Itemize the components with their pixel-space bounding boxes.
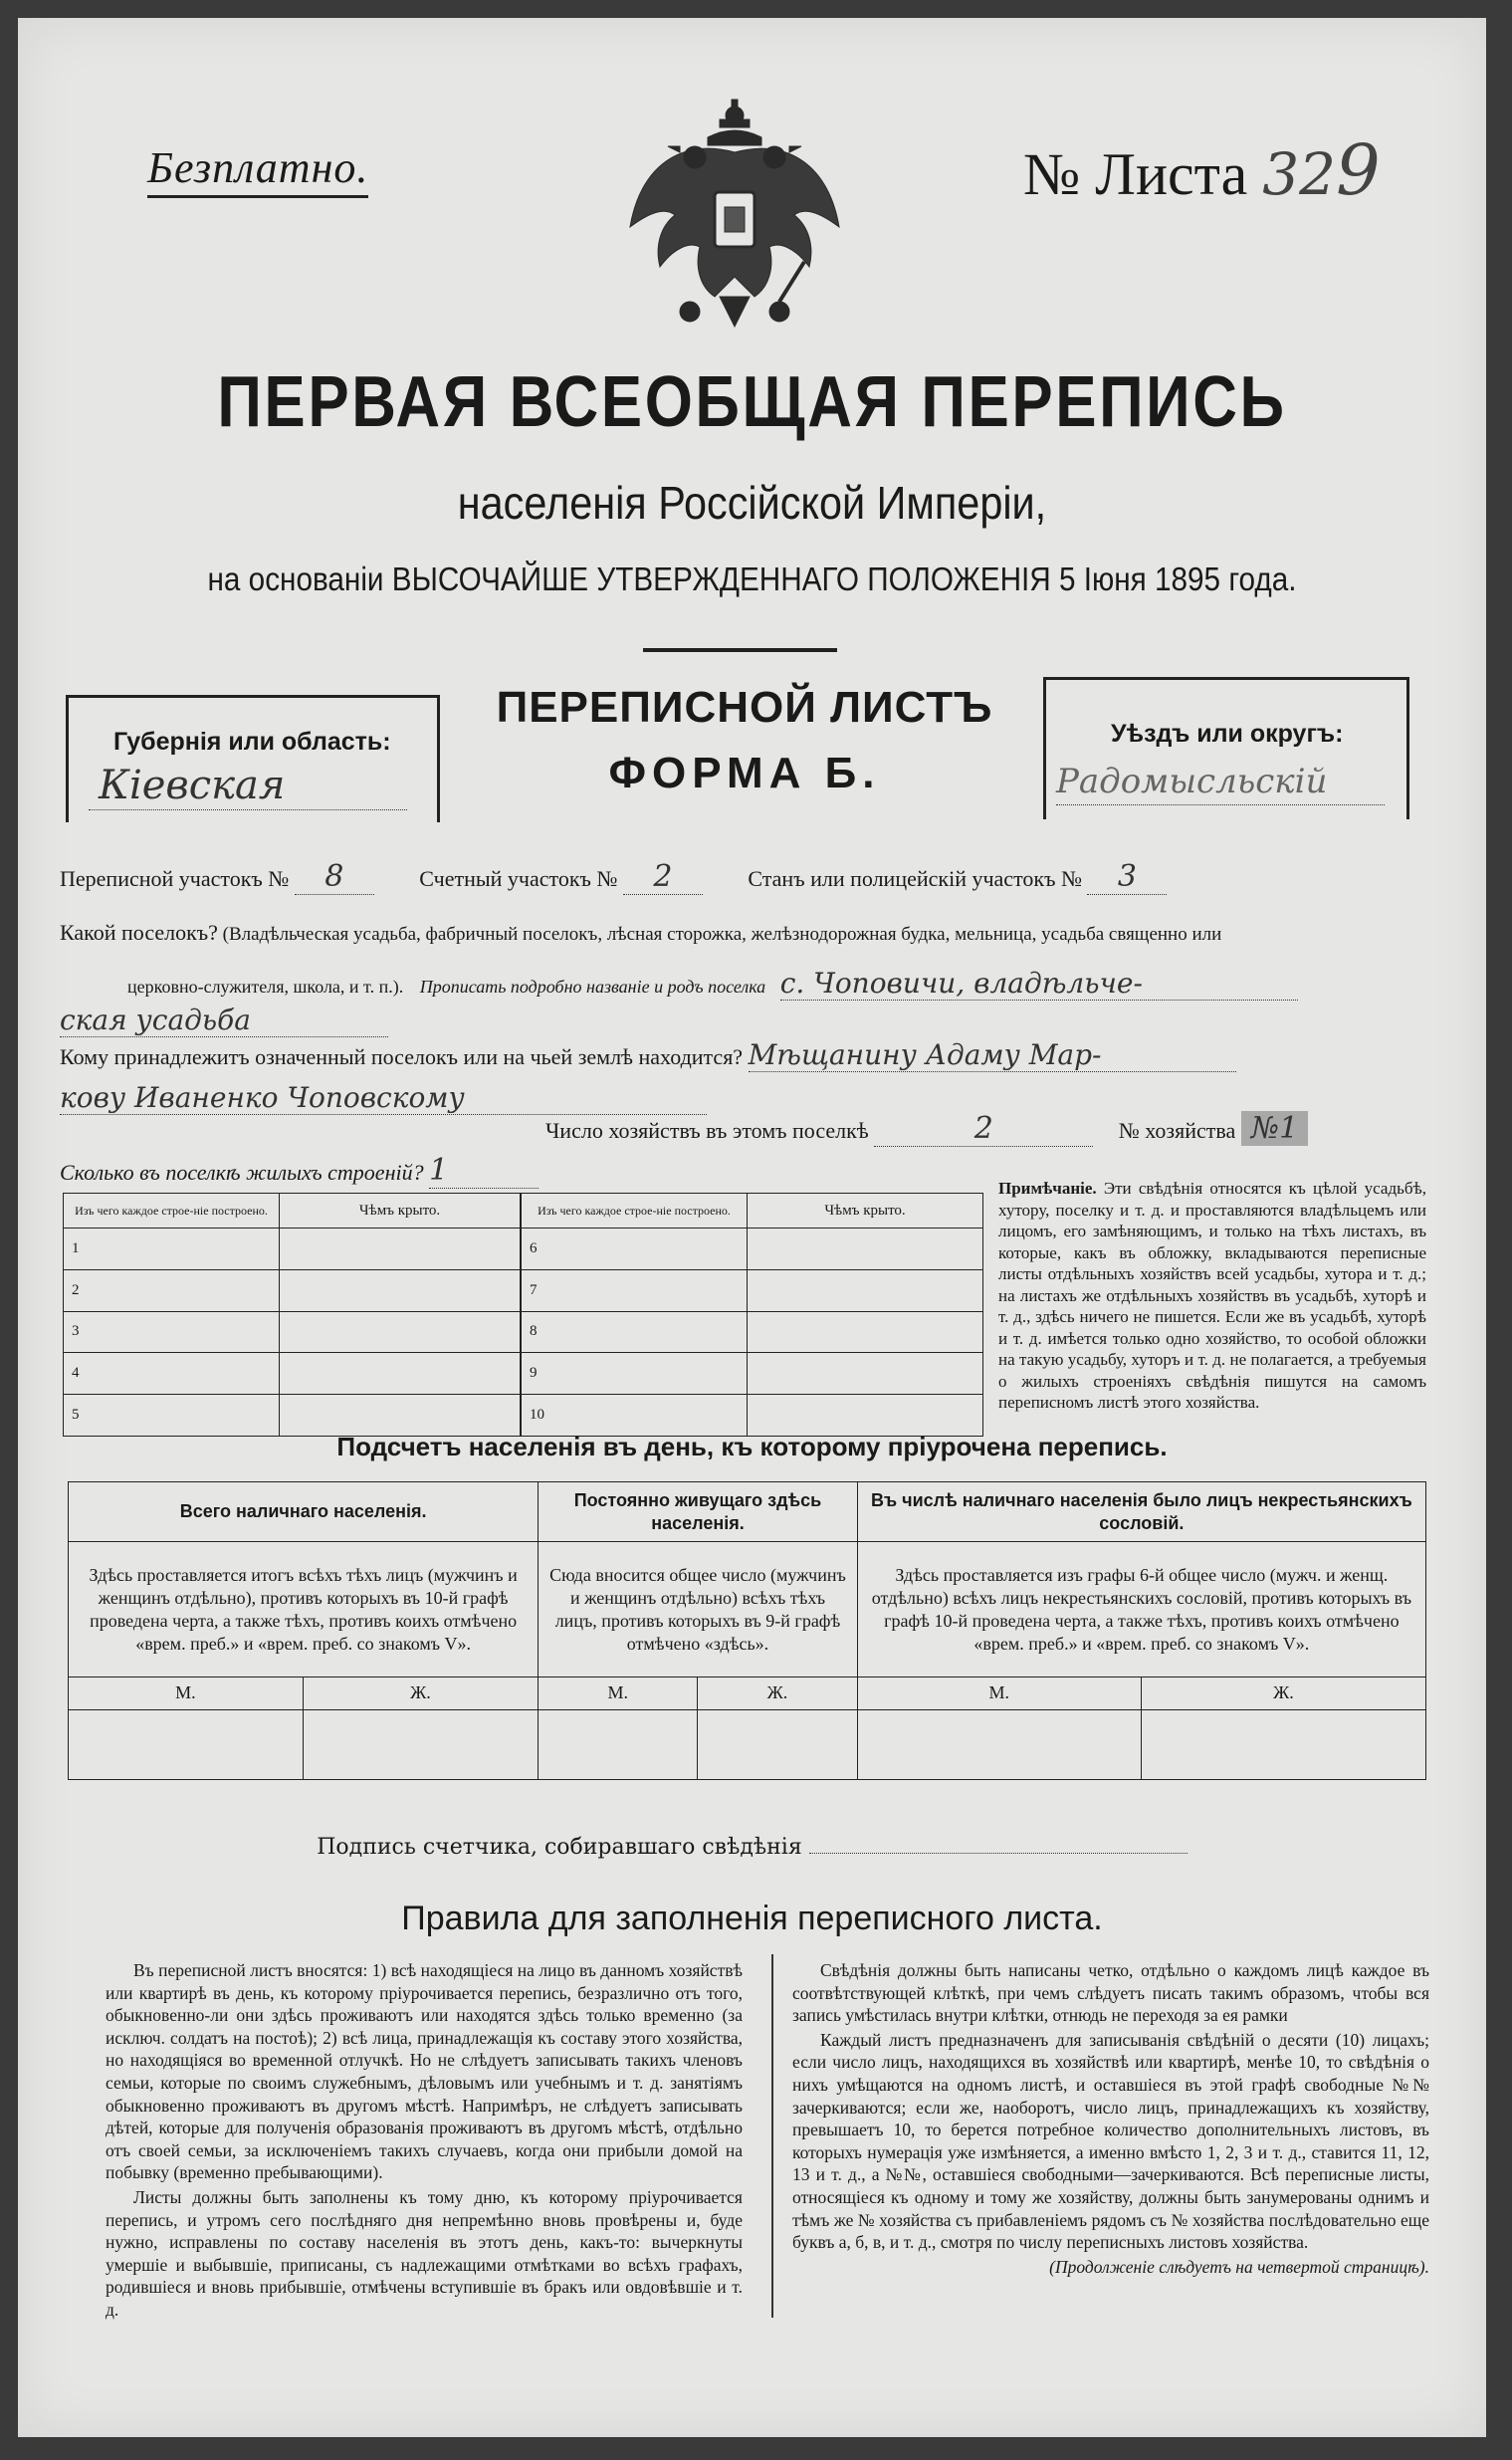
buildings-row — [60, 1153, 539, 1189]
rules-paragraph: Листы должны быть заполнены къ тому дню, къ которому пріурочивается перепись, и утромъ сего послѣдняго дня непремѣнно вновь провѣрены и, буде нужно, исправлены по составу населенія въ этотъ день, какъ-то: вычеркнуты умершіе и выбывшіе, приписаны, съ надлежащими отмѣтками во всѣхъ графахъ, родившіеся и вновь прибывшіе, отмѣчены вступившіе въ бракъ или овдовѣвшіе и т. д. — [106, 2186, 743, 2320]
guberniya-box — [66, 695, 440, 822]
population-col-permanent-head: Постоянно живущаго здѣсь населенія. — [539, 1482, 857, 1542]
buildings-col-roof: Чѣмъ крыто. — [748, 1194, 983, 1229]
population-cell — [1141, 1709, 1425, 1780]
buildings-value: 1 — [429, 1153, 539, 1189]
note-text: Эти свѣдѣнія относятся къ цѣлой усадьбѣ, хутору, поселку и т. д. и проставляются владѣльцемъ или лицомъ, его замѣняющимъ, и только на тѣхъ листахъ, въ которые, какъ въ обложку, вкладываются переписные листы отдѣльныхъ хозяйствъ всей усадьбы, хутора и т. д.; на листахъ же отдѣльныхъ хозяйствъ въ усадьбѣ, хуторѣ и т. д., здѣсь ничего не пишется. Если же въ усадьбѣ, хуторѣ и т. д. имѣется только одно хозяйство, то особой обложки на такую усадьбу, хуторъ и т. д. не полагается, а требуемыя о жилыхъ строеніяхъ свѣдѣнія пишутся на самомъ переписномъ листѣ этого хозяйства. — [998, 1179, 1426, 1412]
uezd-value: Радомысльскій — [1056, 762, 1328, 801]
population-m-label: М. — [539, 1677, 698, 1709]
households-label: Число хозяйствъ въ этомъ поселкѣ — [545, 1118, 869, 1143]
population-cell — [69, 1709, 304, 1780]
building-row-number: 9 — [522, 1353, 748, 1395]
population-table — [68, 1481, 1426, 1780]
rules-left-column — [106, 1959, 743, 2324]
sheet-label: № Листа — [1023, 141, 1248, 207]
owner-row2 — [60, 1081, 707, 1115]
note-lead: Примѣчаніе. — [998, 1179, 1097, 1198]
population-cell — [857, 1709, 1141, 1780]
guberniya-value: Кіевская — [99, 763, 286, 808]
owner-label: Кому принадлежитъ означенный поселокъ или на чьей землѣ находится? — [60, 1044, 744, 1069]
owner-value: Мѣщанину Адаму Мар- — [749, 1038, 1236, 1072]
uchastok-label: Переписной участокъ № — [60, 866, 290, 891]
sheet-number — [1023, 129, 1381, 211]
building-roof-cell — [280, 1229, 521, 1270]
building-roof-cell — [748, 1269, 983, 1311]
buildings-col-roof: Чѣмъ крыто. — [280, 1194, 521, 1229]
building-row-number: 8 — [522, 1311, 748, 1353]
households-value: 2 — [874, 1111, 1093, 1147]
population-cell — [698, 1709, 857, 1780]
population-cell — [539, 1709, 698, 1780]
rules-right-column — [792, 1959, 1429, 2280]
building-roof-cell — [280, 1311, 521, 1353]
poselok-value: с. Чоповичи, владѣльче- — [780, 967, 1298, 1001]
uchastok-value: 8 — [295, 859, 374, 895]
page-subtitle-basis: на основаніи ВЫСОЧАЙШЕ УТВЕРЖДЕННАГО ПОЛОЖЕНІЯ 5 Іюня 1895 года. — [207, 560, 1297, 597]
form-type: ФОРМА Б. — [608, 749, 881, 797]
stan-label: Станъ или полицейскій участокъ № — [748, 866, 1082, 891]
buildings-col-material: Изъ чего каждое строе-ніе построено. — [522, 1194, 748, 1229]
uezd-box — [1043, 677, 1409, 819]
guberniya-line — [89, 809, 407, 810]
population-cell — [303, 1709, 539, 1780]
building-roof-cell — [748, 1229, 983, 1270]
building-roof-cell — [280, 1395, 521, 1437]
page-subtitle: населенія Россійской Имперіи, — [457, 477, 1047, 529]
building-roof-cell — [280, 1269, 521, 1311]
double-headed-eagle-emblem — [620, 98, 849, 346]
poselok-label: Какой поселокъ? — [60, 920, 218, 945]
poselok-hint3: Прописать подробно названіе и родъ поселка — [419, 977, 766, 997]
population-title: Подсчетъ населенія въ день, къ которому пріурочена перепись. — [336, 1432, 1168, 1461]
rules-paragraph: Въ переписной листъ вносятся: 1) всѣ находящіеся на лицо въ данномъ хозяйствѣ или квартирѣ въ день, къ которому пріурочивается перепись, безразлично отъ того, обыкновенно-ли они здѣсь проживаютъ или находятся здѣсь только временно (за исключ. солдатъ на постоѣ); 2) всѣ лица, принадлежащія къ составу этого хозяйства, но находящіяся во временной отлучкѣ. Но не слѣдуетъ записывать такихъ членовъ семьи, которые по своимъ служебнымъ, дѣловымъ или учебнымъ и т. д. занятіямъ обыкновенно проживаютъ въ другомъ мѣстѣ. Напримѣръ, не слѣдуетъ записывать дѣтей, которые для полученія образованія проживаютъ въ другомъ мѣстѣ, отдѣльно отъ своей семьи, за исключеніемъ такихъ случаевъ, когда они прибыли домой на побывку (временно пребывающими). — [106, 1960, 743, 2183]
schetny-value: 2 — [623, 859, 703, 895]
census-sheet — [18, 18, 1486, 2437]
stan-value: 3 — [1087, 859, 1167, 895]
building-roof-cell — [280, 1353, 521, 1395]
household-number-value: №1 — [1241, 1111, 1308, 1146]
signature-label: Подпись счетчика, собиравшаго свѣдѣнія — [317, 1835, 802, 1860]
form-title: ПЕРЕПИСНОЙ ЛИСТЪ — [496, 683, 993, 732]
sheet-number-extra: 9 — [1336, 129, 1381, 211]
signature-line — [18, 1835, 1486, 1860]
population-col-nonpeasant-text: Здѣсь проставляется изъ графы 6-й общее число (мужч. и женщ. отдѣльно) всѣхъ лицъ некрестьянскихъ сословій, противъ которыхъ въ графѣ 10-й проведена черта, а также тѣхъ, противъ коихъ отмѣчено «врем. преб.» и «врем. преб. со знакомъ V». — [857, 1542, 1425, 1677]
building-row-number: 10 — [522, 1395, 748, 1437]
rules-paragraph: Свѣдѣнія должны быть написаны четко, отдѣльно о каждомъ лицѣ каждое въ соотвѣтствующей клѣткѣ, при чемъ слѣдуетъ писать такимъ образомъ, чтобы вся запись умѣстилась внутри клѣтки, отнюдь не переходя за ея рамки — [792, 1960, 1429, 2026]
uezd-line — [1056, 804, 1385, 805]
buildings-table-right — [521, 1193, 983, 1437]
building-row-number: 3 — [64, 1311, 280, 1353]
building-roof-cell — [748, 1311, 983, 1353]
building-roof-cell — [748, 1395, 983, 1437]
household-number-label: № хозяйства — [1118, 1118, 1236, 1143]
population-zh-label: Ж. — [698, 1677, 857, 1709]
building-row-number: 2 — [64, 1269, 280, 1311]
population-m-label: М. — [69, 1677, 304, 1709]
poselok-row3 — [60, 1004, 388, 1037]
buildings-label: Сколько въ поселкѣ жилыхъ строеній? — [60, 1160, 424, 1185]
poselok-row — [60, 920, 1433, 946]
poselok-hint: (Владѣльческая усадьба, фабричный поселокъ, лѣсная сторожка, желѣзнодорожная будка, мельница, усадьба священно или — [222, 924, 1222, 945]
signature-field — [809, 1853, 1188, 1854]
owner-value-cont: кову Иваненко Чоповскому — [60, 1081, 707, 1115]
building-row-number: 5 — [64, 1395, 280, 1437]
households-row — [545, 1111, 1441, 1147]
population-col-total-head: Всего наличнаго населенія. — [69, 1482, 539, 1542]
divider — [643, 648, 837, 652]
owner-row — [60, 1038, 1443, 1072]
population-zh-label: Ж. — [303, 1677, 539, 1709]
uezd-label: Уѣздъ или округъ: — [1111, 720, 1344, 748]
population-col-permanent-text: Сюда вносится общее число (мужчинъ и женщинъ отдѣльно) всѣхъ тѣхъ лицъ, противъ которыхъ въ 9-й графѣ отмѣчено «здѣсь». — [539, 1542, 857, 1677]
buildings-table-left — [63, 1193, 521, 1437]
population-zh-label: Ж. — [1141, 1677, 1425, 1709]
poselok-value-cont: ская усадьба — [60, 1004, 388, 1037]
uchastok-row — [60, 859, 1404, 895]
rules-continued: (Продолженіе слѣдуетъ на четвертой страницѣ). — [1049, 2256, 1429, 2277]
buildings-col-material: Изъ чего каждое строе-ніе построено. — [64, 1194, 280, 1229]
poselok-row2 — [127, 967, 1421, 1001]
schetny-label: Счетный участокъ № — [419, 866, 618, 891]
rules-paragraph: Каждый листъ предназначенъ для записыванія свѣдѣній о десяти (10) лицахъ; если число лицъ, находящихся въ хозяйствѣ или квартирѣ, менѣе 10, то свѣдѣнія о нихъ умѣщаются на одномъ листѣ, и оставшіеся въ этой графѣ свободные №№ зачеркиваются; если же, наоборотъ, число лицъ, принадлежащихъ къ хозяйству, превышаетъ 10, то берется потребное количество дополнительныхъ листовъ, въ которыхъ нумерація уже измѣняется, а именно вмѣсто 1, 2, 3 и т. д., ставится 11, 12, 13 и т. д., а №№, оставшіеся свободными—зачеркиваются. Всѣ переписные листы, относящіеся къ одному и тому же хозяйству, должны быть занумерованы однимъ и тѣмъ же № хозяйства съ прибавленіемъ рядомъ съ № хозяйства послѣдовательно еще буквъ а, б, в, и т. д., смотря по числу переписныхъ листовъ хозяйства. — [792, 2029, 1429, 2253]
building-row-number: 1 — [64, 1229, 280, 1270]
note-block — [998, 1178, 1426, 1414]
sheet-number-handwritten: 32 — [1262, 140, 1337, 208]
building-roof-cell — [748, 1353, 983, 1395]
page-title: ПЕРВАЯ ВСЕОБЩАЯ ПЕРЕПИСЬ — [217, 362, 1287, 442]
rules-title: Правила для заполненія переписного листа. — [401, 1900, 1103, 1937]
population-m-label: М. — [857, 1677, 1141, 1709]
free-label: Безплатно. — [147, 142, 368, 198]
column-divider — [771, 1954, 773, 2318]
population-col-nonpeasant-head: Въ числѣ наличнаго населенія было лицъ некрестьянскихъ сословій. — [857, 1482, 1425, 1542]
building-row-number: 7 — [522, 1269, 748, 1311]
building-row-number: 4 — [64, 1353, 280, 1395]
guberniya-label: Губернія или область: — [113, 728, 391, 756]
building-row-number: 6 — [522, 1229, 748, 1270]
population-col-total-text: Здѣсь проставляется итогъ всѣхъ тѣхъ лицъ (мужчинъ и женщинъ отдѣльно), противъ которыхъ въ 10-й графѣ проведена черта, а также тѣхъ, противъ коихъ отмѣчено «врем. преб.» и «врем. преб. со знакомъ V». — [69, 1542, 539, 1677]
poselok-hint2: церковно-служителя, школа, и т. п.). — [127, 977, 404, 997]
